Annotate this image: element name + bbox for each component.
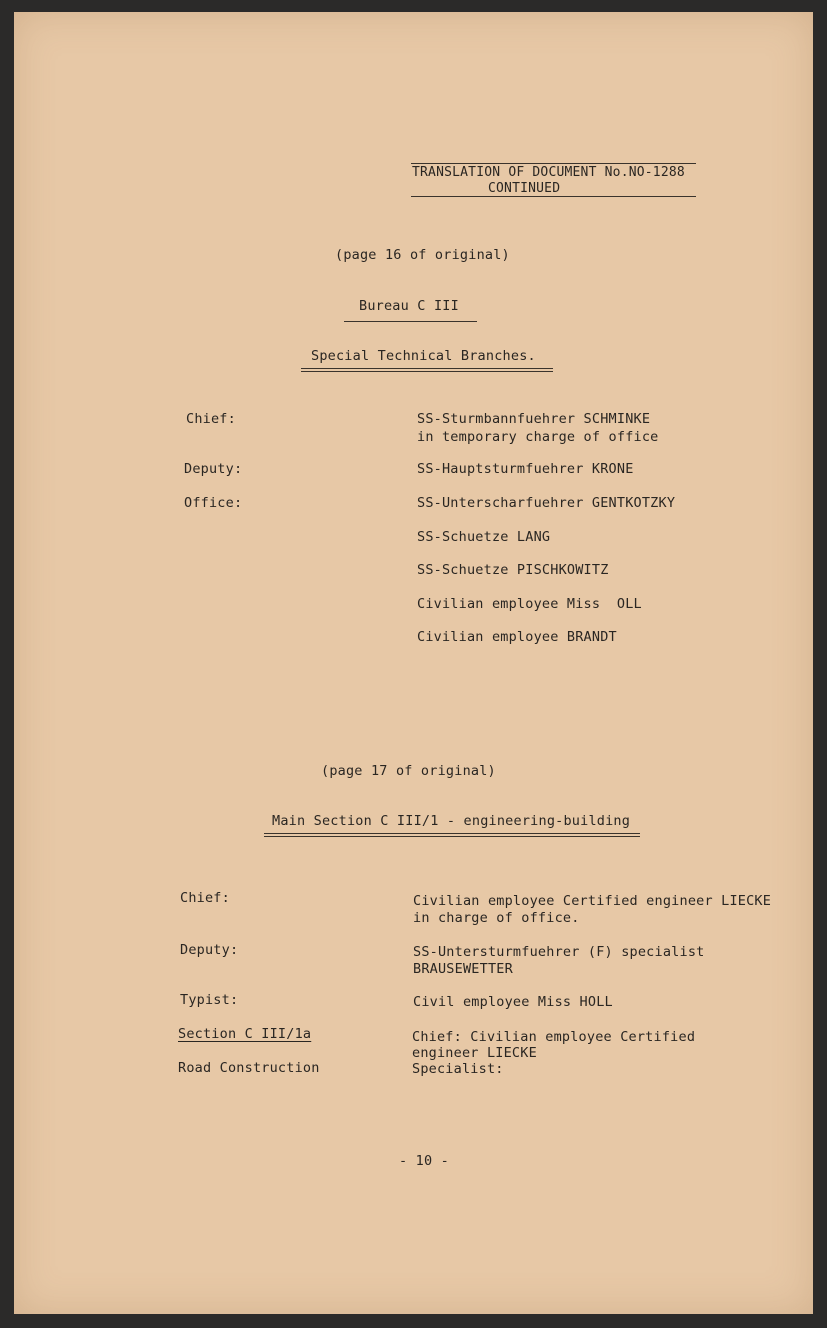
main-title-double-rule [264, 833, 640, 837]
row-label: Deputy: [184, 461, 243, 477]
subsection-label: Section C III/1a [178, 1026, 312, 1042]
row-value: SS-Hauptsturmfuehrer KRONE [417, 461, 634, 477]
row-value-cont: in charge of office. [413, 910, 580, 926]
page-note-16: (page 16 of original) [335, 247, 510, 263]
header-title: TRANSLATION OF DOCUMENT No.NO-1288 [412, 165, 685, 180]
row-value: SS-Schuetze PISCHKOWITZ [417, 562, 609, 578]
row-value: SS-Schuetze LANG [417, 529, 551, 545]
document-page [14, 12, 813, 1314]
subsection-label-cont: Road Construction [178, 1060, 320, 1076]
header-bottom-rule [411, 196, 696, 197]
subsection-value: Chief: Civilian employee Certified [412, 1029, 696, 1045]
row-value: Civilian employee Certified engineer LIECKE [413, 893, 772, 909]
row-value: Civilian employee Miss OLL [417, 596, 642, 612]
row-label: Chief: [186, 411, 236, 427]
header-continued: CONTINUED [488, 181, 561, 196]
row-value: SS-Untersturmfuehrer (F) specialist [413, 944, 705, 960]
row-label: Deputy: [180, 942, 239, 958]
subtitle-double-rule [301, 368, 553, 372]
row-value: Civilian employee BRANDT [417, 629, 617, 645]
row-label: Typist: [180, 992, 239, 1008]
row-value: SS-Sturmbannfuehrer SCHMINKE [417, 411, 651, 427]
row-label: Chief: [180, 890, 230, 906]
page-number: - 10 - [399, 1153, 449, 1169]
row-value: SS-Unterscharfuehrer GENTKOTZKY [417, 495, 676, 511]
row-value-cont: in temporary charge of office [417, 429, 659, 445]
row-label: Office: [184, 495, 243, 511]
main-section-title: Main Section C III/1 - engineering-building [272, 813, 631, 829]
row-value: Civil employee Miss HOLL [413, 994, 613, 1010]
row-value-cont: BRAUSEWETTER [413, 961, 513, 977]
bureau-title: Bureau C III [359, 298, 459, 314]
page-note-17: (page 17 of original) [321, 763, 496, 779]
subsection-value-cont: Specialist: [412, 1061, 504, 1077]
section-subtitle: Special Technical Branches. [311, 348, 536, 364]
subsection-value-cont: engineer LIECKE [412, 1045, 537, 1061]
bureau-underline [344, 321, 477, 322]
